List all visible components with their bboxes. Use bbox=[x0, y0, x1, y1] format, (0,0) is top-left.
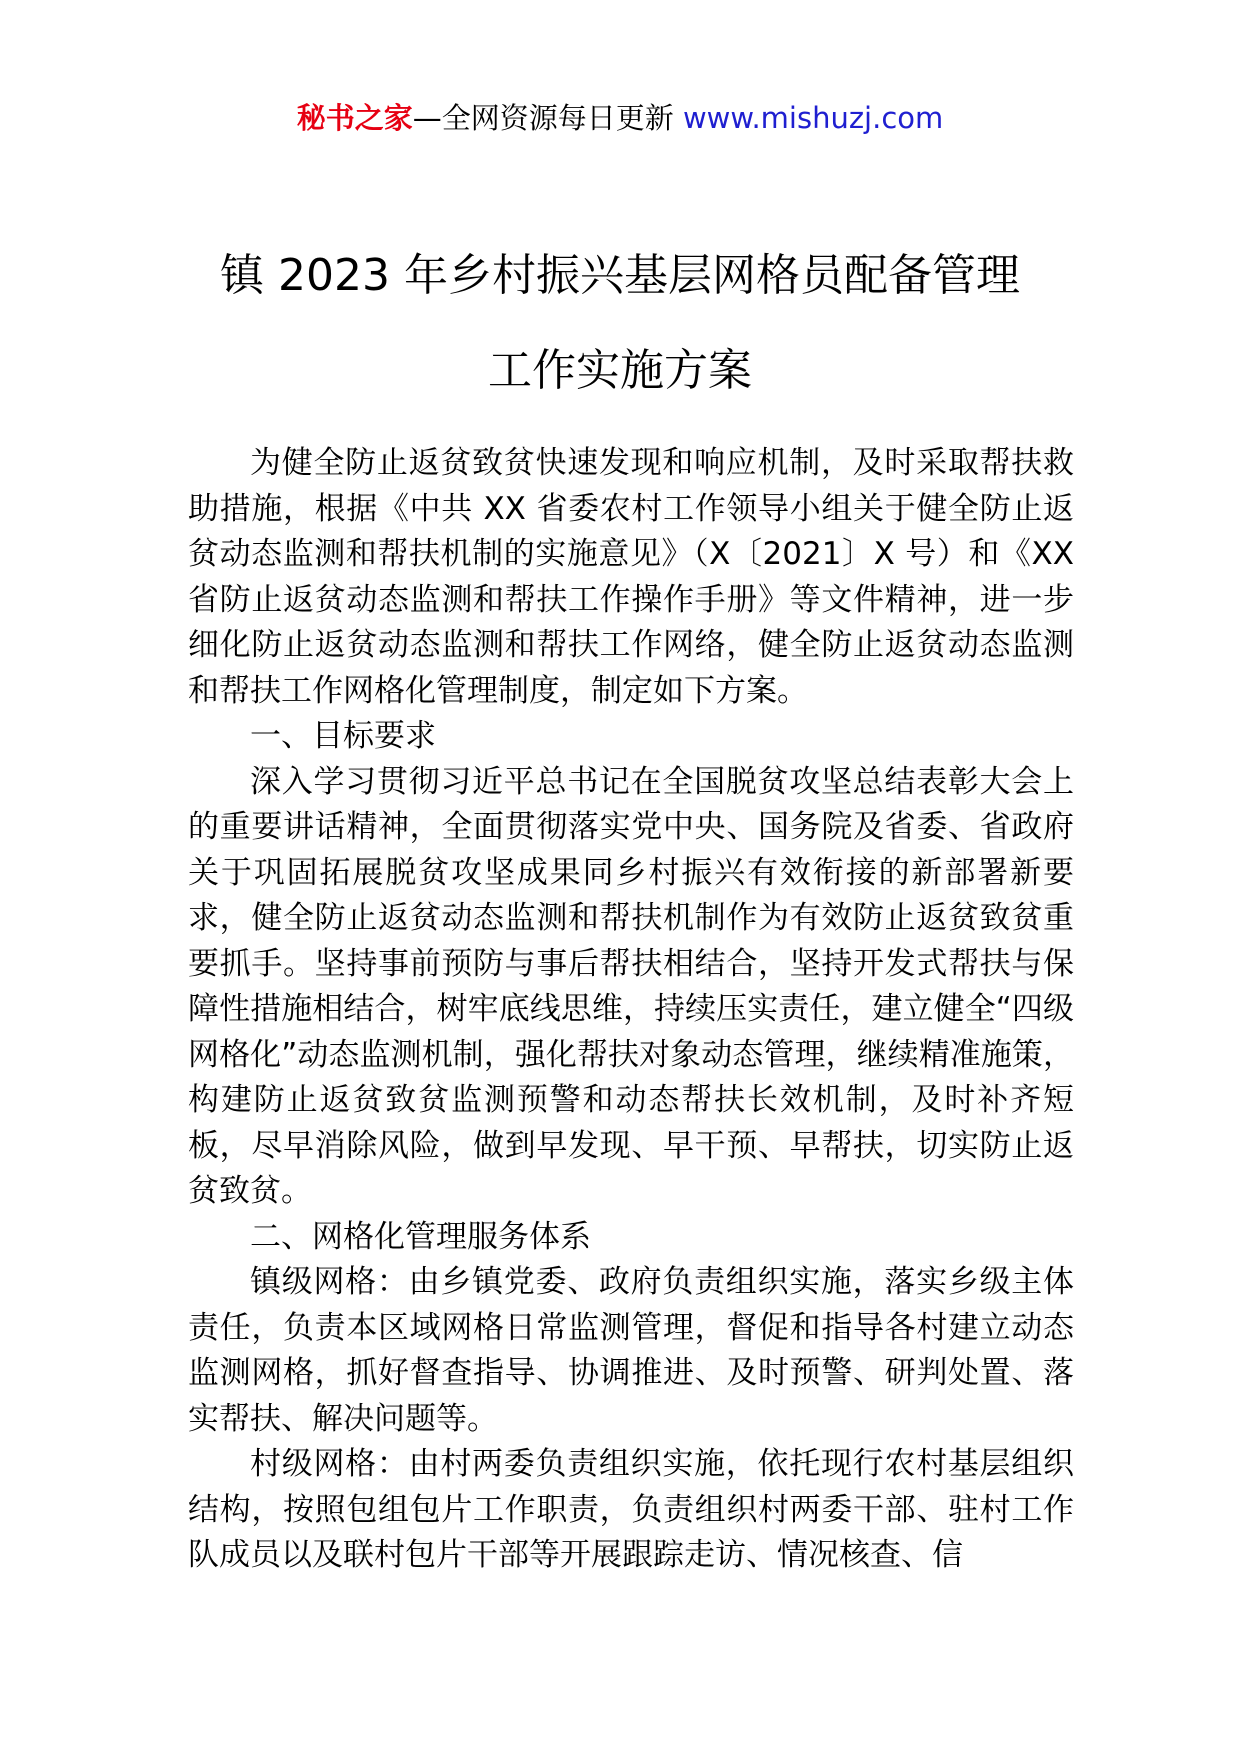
title-line-1: 镇 2023 年乡村振兴基层网格员配备管理 bbox=[220, 250, 1020, 301]
intro-paragraph: 为健全防止返贫致贫快速发现和响应机制，及时采取帮扶救助措施，根据《中共 XX 省委农村工作领导小组关于健全防止返贫动态监测和帮扶机制的实施意见》（X〔2021〕X 号）和《XX 省防止返贫动态监测和帮扶工作操作手册》等文件精神，进一步细化防止返贫动态监测和帮扶工作网络，健全防止返贫动态监测和帮扶工作网格化管理制度，制定如下方案。 bbox=[188, 445, 1074, 709]
title-line-2: 工作实施方案 bbox=[488, 345, 752, 396]
town-grid-paragraph: 镇级网格：由乡镇党委、政府负责组织实施，落实乡级主体责任，负责本区域网格日常监测管理，督促和指导各村建立动态监测网格，抓好督查指导、协调推进、及时预警、研判处置、落实帮扶、解决问题等。 bbox=[188, 1264, 1074, 1437]
site-header bbox=[0, 98, 1240, 138]
brand-name: 秘书之家 bbox=[296, 101, 413, 135]
site-url-link[interactable]: www.mishuzj.com bbox=[682, 101, 944, 135]
village-grid-paragraph: 村级网格：由村两委负责组织实施，依托现行农村基层组织结构，按照包组包片工作职责，负责组织村两委干部、驻村工作队成员以及联村包片干部等开展跟踪走访、情况核查、信 bbox=[188, 1446, 1074, 1573]
document-body bbox=[188, 441, 1074, 1579]
document-title bbox=[0, 228, 1240, 418]
goals-paragraph: 深入学习贯彻习近平总书记在全国脱贫攻坚总结表彰大会上的重要讲话精神，全面贯彻落实党中央、国务院及省委、省政府关于巩固拓展脱贫攻坚成果同乡村振兴有效衔接的新部署新要求，健全防止返贫动态监测和帮扶机制作为有效防止返贫致贫重要抓手。坚持事前预防与事后帮扶相结合，坚持开发式帮扶与保障性措施相结合，树牢底线思维，持续压实责任，建立健全“四级网格化”动态监测机制，强化帮扶对象动态管理，继续精准施策，构建防止返贫致贫监测预警和动态帮扶长效机制，及时补齐短板，尽早消除风险，做到早发现、早干预、早帮扶，切实防止返贫致贫。 bbox=[188, 763, 1074, 1209]
header-tagline: —全网资源每日更新 bbox=[412, 101, 683, 135]
section-heading-goals: 一、目标要求 bbox=[250, 718, 436, 754]
section-heading-grid-system: 二、网格化管理服务体系 bbox=[250, 1218, 591, 1255]
